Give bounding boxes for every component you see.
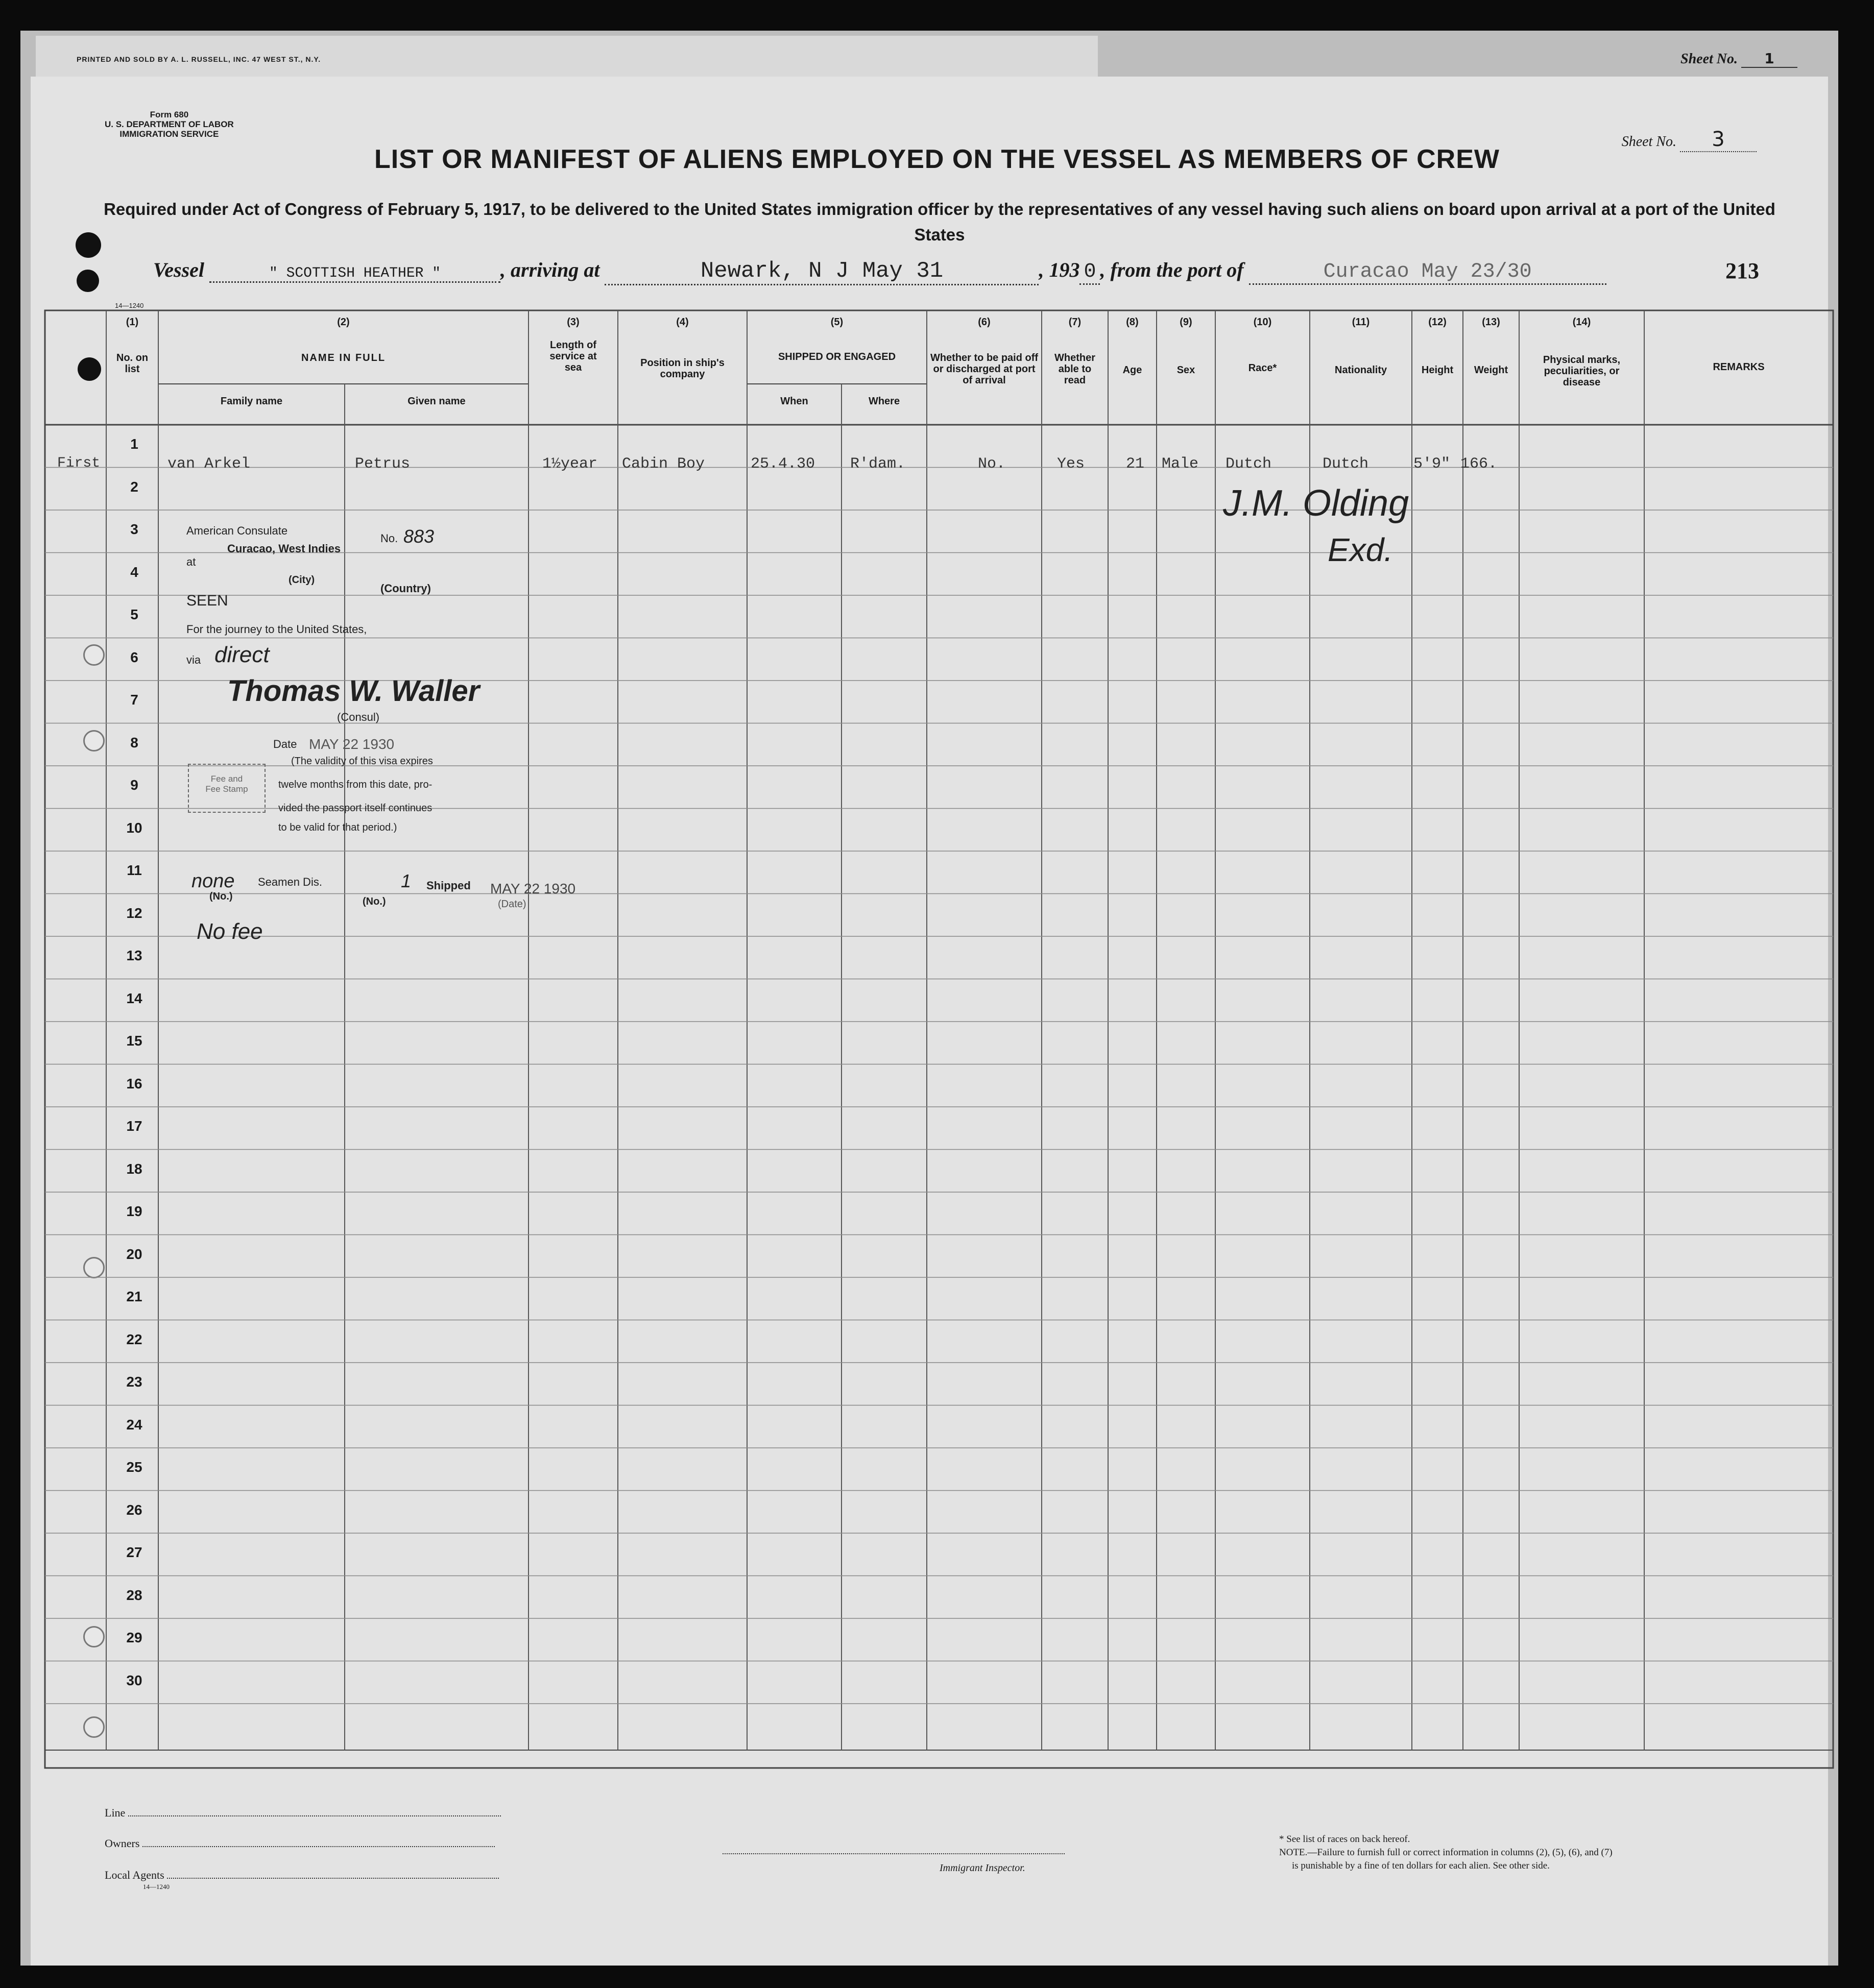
entry-sex: Male [1162,455,1199,473]
entry-age: 21 [1126,455,1145,473]
binder-ring [83,730,105,751]
city-label: (City) [289,574,315,586]
col11-num: (11) [1352,317,1370,328]
row-number: 24 [126,1416,142,1433]
seamen-no-label-2: (No.) [363,896,386,907]
vessel-line [153,258,1736,285]
col4-num: (4) [676,317,689,328]
row-number: 12 [126,905,142,921]
row-number: 25 [126,1459,142,1475]
col9-label: Sex [1176,365,1195,376]
row-number: 18 [126,1160,142,1177]
consulate-at: at [186,555,196,568]
via-label: via [186,653,201,666]
note-races: * See list of races on back hereof. [1279,1834,1410,1845]
page-number: 213 [1725,258,1759,283]
row-number: 13 [126,948,142,963]
footer-code: 14—1240 [143,1883,170,1890]
binder-ring [83,1257,105,1278]
row-number: 21 [126,1289,142,1304]
validity-line-2: twelve months from this date, pro- [278,779,433,790]
entry-position: Cabin Boy [622,455,705,473]
consul-label: (Consul) [337,711,380,723]
col2-label: NAME IN FULL [301,352,386,363]
col7-label: Whether able to read [1054,352,1095,386]
officer-signature-2: Exd. [1328,531,1394,568]
officer-signature: J.M. Olding [1223,483,1409,524]
row-number: 5 [130,607,138,622]
seamen-dis-label: Seamen Dis. [258,876,322,888]
entry-given-name: Petrus [355,455,411,473]
outer-sheet-number [1680,50,1797,68]
form-block [105,110,234,139]
col11-label: Nationality [1334,365,1387,376]
vessel-label: Vessel [153,258,204,281]
entry-nationality: Dutch [1323,455,1369,473]
footer-line-field [128,1815,501,1816]
punch-hole [78,357,101,381]
page-subtitle: Required under Act of Congress of February 5, 1917, to be delivered to the United States immigration officer by the representatives of any vessel having such aliens on board upon arrival at a port of the United States [104,200,1775,244]
footer-owners-label: Owners [105,1837,140,1850]
punch-hole [76,232,101,258]
col3-label: Length of service at sea [549,340,597,373]
fee-box-line-2: Fee Stamp [205,784,248,794]
binder-ring [83,1716,105,1738]
consulate-label: American Consulate [186,524,288,537]
consulate-city: Curacao, West Indies [227,542,341,555]
shipped-date-label: (Date) [498,899,526,910]
row-number: 10 [126,819,142,836]
entry-service: 1½year [542,455,598,473]
row-number: 29 [126,1630,142,1645]
from-port-value: Curacao May 23/30 [1249,260,1606,285]
row-number: 27 [126,1544,142,1560]
row-number: 2 [130,478,138,495]
seamen-none: none [191,870,235,892]
col10-label: Race* [1248,362,1277,374]
col5-num: (5) [830,317,844,328]
validity-line-1: (The validity of this visa expires [291,756,433,767]
col2-num: (2) [337,317,350,328]
vessel-name: " SCOTTISH HEATHER " [209,265,500,283]
visa-no-label: No. [380,532,398,545]
printer-line: PRINTED AND SOLD BY A. L. RUSSELL, INC. 47 WEST ST., N.Y. [77,55,321,63]
row-number: 7 [130,692,138,708]
col6-label: Whether to be paid off or discharged at port of arrival [930,352,1039,386]
col14-label: Physical marks, peculiarities, or disease [1543,354,1621,388]
col2-family: Family name [220,396,283,407]
entry-shipped-where: R'dam. [850,455,906,473]
year-prefix: , 193 [1039,258,1080,281]
footer-owners-field [142,1846,495,1847]
col6-num: (6) [978,317,991,328]
fee-box-line-1: Fee and [210,774,243,784]
col13-num: (13) [1482,317,1500,328]
col10-num: (10) [1253,317,1272,328]
note-fine-2: is punishable by a fine of ten dollars for each alien. See other side. [1292,1860,1550,1871]
row-number: 19 [126,1203,142,1219]
footer-agents-label: Local Agents [105,1869,164,1881]
shipped-label: Shipped [426,879,471,892]
seen-label: SEEN [186,592,228,609]
form-code-top: 14—1240 [115,302,144,309]
row-number: 14 [126,990,142,1006]
row-number: 6 [130,649,138,665]
row-number: 26 [126,1501,142,1518]
footer-owners [105,1837,495,1850]
row-number: 20 [126,1246,142,1262]
col8-num: (8) [1126,317,1139,328]
entry-weight: 166. [1460,455,1498,473]
entry-able-to-read: Yes [1057,455,1085,473]
footer-line [105,1806,501,1820]
col1-label: No. on list [116,352,149,375]
entry-shipped-when: 25.4.30 [751,455,815,473]
visa-no-value: 883 [403,526,435,547]
row-number: 15 [126,1033,142,1049]
sheet-value: 3 [1680,128,1757,152]
row-number: 8 [130,734,138,750]
col4-label: Position in ship's company [640,357,725,380]
seamen-no-label-1: (No.) [209,891,233,902]
shipped-date: MAY 22 1930 [490,881,576,896]
entry-height: 5'9" [1413,455,1451,473]
col8-label: Age [1122,365,1142,376]
footer-agents-field [167,1878,499,1879]
row-number: 23 [126,1374,142,1390]
note-fine-1: NOTE.—Failure to furnish full or correct information in columns (2), (5), (6), and (7) [1279,1847,1613,1858]
col5-where: Where [868,396,900,407]
col2-given: Given name [407,396,466,407]
row-number: 3 [130,521,138,537]
row-number: 22 [126,1331,142,1347]
arriving-value: Newark, N J May 31 [605,258,1039,285]
form-number: Form 680 [150,110,189,119]
entry-family-name: van Arkel [167,455,251,473]
form-dept: U. S. DEPARTMENT OF LABOR [105,119,234,129]
fee-stamp-box [188,764,266,813]
col14-num: (14) [1572,317,1591,328]
row-number: 17 [126,1118,142,1134]
visa-date-label: Date [273,738,297,750]
col15-label: REMARKS [1713,361,1765,373]
col1-num: (1) [126,317,139,328]
via-value: direct [214,642,270,667]
col7-num: (7) [1068,317,1082,328]
row-number: 16 [126,1075,142,1092]
sheet-label: Sheet No. [1621,134,1676,150]
outer-sheet-value: 1 [1741,50,1797,68]
consul-signature: Thomas W. Waller [227,674,480,708]
footer-line-label: Line [105,1806,126,1819]
seamen-count: 1 [401,870,412,891]
no-fee-note: No fee [197,919,263,944]
inspector-label: Immigrant Inspector. [940,1862,1025,1874]
entry-prefix: First [57,455,101,471]
outer-sheet-label: Sheet No. [1680,51,1738,67]
col5-when: When [780,396,808,407]
binder-ring [83,644,105,666]
col9-num: (9) [1180,317,1192,328]
col3-num: (3) [567,317,580,328]
punch-hole [77,270,99,292]
col13-label: Weight [1474,365,1508,376]
col12-num: (12) [1428,317,1447,328]
footer-agents [105,1869,499,1882]
visa-date-value: MAY 22 1930 [309,736,395,752]
country-label: (Country) [380,582,431,595]
row-number: 4 [130,564,138,580]
row-number: 1 [130,436,138,452]
validity-line-3: vided the passport itself continues [278,803,433,814]
row-number: 28 [126,1587,142,1603]
row-number: 9 [130,777,138,793]
year-value: 0 [1079,260,1100,285]
page-title: LIST OR MANIFEST OF ALIENS EMPLOYED ON THE VESSEL AS MEMBERS OF CREW [374,144,1500,174]
binder-ring [83,1626,105,1647]
col5-label: SHIPPED OR ENGAGED [778,351,896,362]
row-number: 11 [127,862,142,878]
journey-label: For the journey to the United States, [186,623,367,636]
arriving-label: , arriving at [500,258,600,281]
form-service: IMMIGRATION SERVICE [119,129,219,139]
inspector-signature-line [723,1853,1065,1854]
entry-paid-off: No. [978,455,1006,473]
validity-line-4: to be valid for that period.) [278,822,397,833]
col12-label: Height [1421,365,1454,376]
from-label: , from the port of [1100,258,1244,281]
entry-race: Dutch [1226,455,1272,473]
row-number: 30 [126,1672,142,1688]
